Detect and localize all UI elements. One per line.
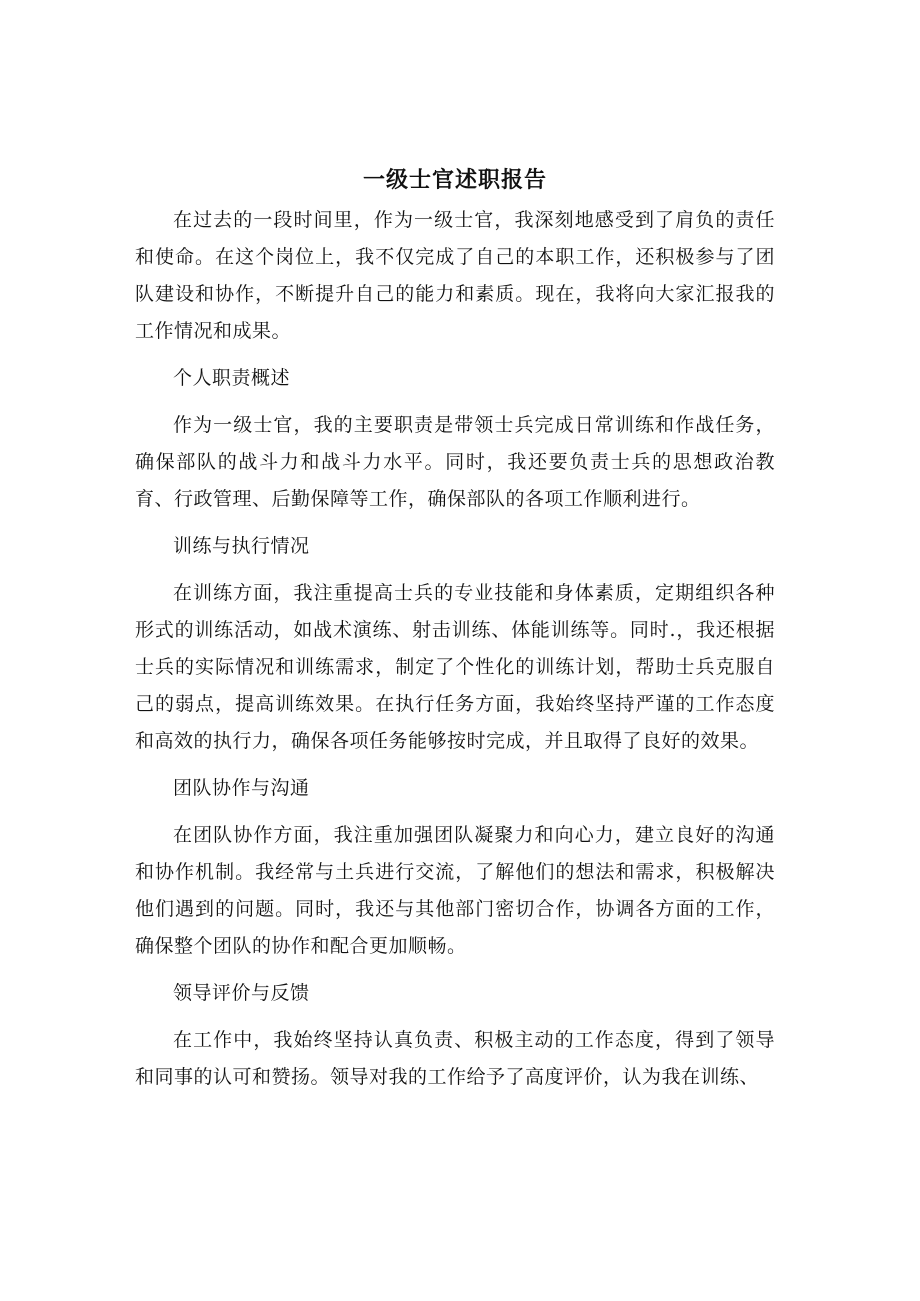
section-heading-teamwork: 团队协作与沟通 <box>173 777 310 799</box>
document-page <box>135 160 775 1106</box>
section-body-training: 在训练方面，我注重提高士兵的专业技能和身体素质，定期组织各种形式的训练活动，如战术演练、射击训练、体能训练等。同时.，我还根据士兵的实际情况和训练需求，制定了个性化的训练计划，帮助士兵克服自己的弱点，提高训练效果。在执行任务方面，我始终坚持严谨的工作态度和高效的执行力，确保各项任务能够按时完成，并且取得了良好的效果。 <box>135 582 775 752</box>
section-body-teamwork: 在团队协作方面，我注重加强团队凝聚力和向心力，建立良好的沟通和协作机制。我经常与土兵进行交流，了解他们的想法和需求，积极解决他们遇到的问题。同时，我还与其他部门密切合作，协调各方面的工作，确保整个团队的协作和配合更加顺畅。 <box>135 824 775 957</box>
section-heading-training: 训练与执行情况 <box>173 535 310 557</box>
document-title: 一级士官述职报告 <box>362 167 547 193</box>
section-heading-duties: 个人职责概述 <box>173 367 291 389</box>
section-body-duties: 作为一级士官，我的主要职责是带领士兵完成日常训练和作战任务，确保部队的战斗力和战斗力水平。同时，我还要负责士兵的思想政治教育、行政管理、后勤保障等工作，确保部队的各项工作顺利进行。 <box>135 414 775 510</box>
section-body-evaluation: 在工作中，我始终坚持认真负责、积极主动的工作态度，得到了领导和同事的认可和赞扬。领导对我的工作给予了高度评价，认为我在训练、 <box>135 1029 775 1088</box>
intro-paragraph: 在过去的一段时间里，作为一级士官，我深刻地感受到了肩负的责任和使命。在这个岗位上，我不仅完成了自己的本职工作，还积极参与了团队建设和协作，不断提升自己的能力和素质。现在，我将向大家汇报我的工作情况和成果。 <box>135 209 775 342</box>
section-heading-evaluation: 领导评价与反馈 <box>173 982 310 1004</box>
